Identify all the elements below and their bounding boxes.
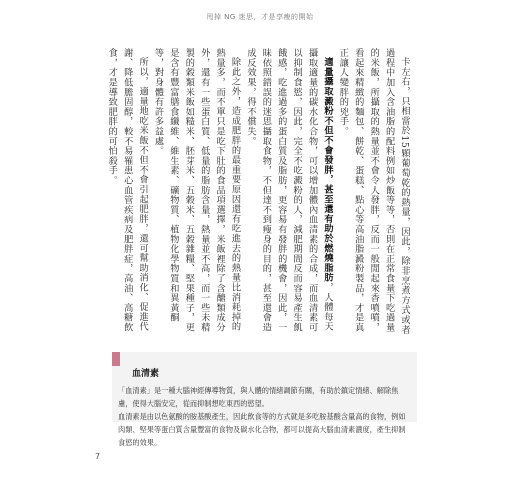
body-paragraph-2: 適量攝取澱粉不但不會發胖，甚至還有助於燃燒脂肪，人體每天攝取適量的碳水化合物，可以增加體內血清素的合成，而血清素可以抑制食慾，因此，完全不吃澱粉的人，減肥期間反而容易產生飢餓感，吃進過多的蛋白質及脂肪，更容易有發胖的機會，因此，一昧依照錯誤的迷思攝取食物，不但達不到瘦身的目的，甚至還會造成反效果，得不償失。	[244, 48, 333, 333]
body-paragraph-1: 卡左右，只相當於15顆葡萄乾的熱量，因此，除非烹煮方式或者過程中加入含油脂的配料例如炒飯等等，否則在正常食量下吃過量的米飯，所攝取的熱量並不會令人發胖，反而一般閒起來香噴噴，看起來精緻的麵包、餅乾、蛋糕、點心等高油脂澱粉製品，才是真正讓人變胖的兇手。	[337, 48, 410, 335]
running-header: 甩掉 NG 迷思，才是享瘦的開始	[206, 13, 314, 21]
body-paragraph-3: 除此之外，造成肥胖的最重要原因還有吃進去的熱量比消耗掉的熱量多，而不單只是吃下肚的食品項選擇，米飯裡除了含醣類成分外，還有一些蛋白質、低量的脂肪含量，熱量並不高，而一些未精製的穀類米飯如糙米、胚芽米、五穀米、五穀雜糧、堅果種子，更是含有豐富膳食纖維、維生素、礦物質、植物化學物質和異黃酮等，對身體有許多益處。	[152, 48, 241, 333]
page-number: 7	[95, 452, 101, 461]
body-paragraph-4: 所以，適量地吃米飯不但不會引起肥胖，還可幫助消化、促進代謝、降低膽固醇，較不易罹患心血管疾病及肥胖症，高油、高糖飲食，才是導致肥胖的可怕殺手。	[106, 48, 149, 333]
vertical-body-text	[106, 48, 412, 340]
sidebar-text	[118, 384, 408, 449]
sidebar-title: 血清素	[132, 369, 160, 379]
sidebar-accent-tab	[112, 352, 120, 366]
sidebar-paragraph-1: 「血清素」是一種大腦神經傳導物質，與人體的情緒調節有關，有助於鎮定情緒、解除焦慮，使得大腦安定，從而抑制想吃東西的慾望。	[118, 386, 399, 408]
emphasis-text: 適量攝取澱粉不但不會發胖，甚至還有助於燃燒脂肪	[321, 57, 333, 283]
sidebar-paragraph-2: 血清素是由以色氨酸的胺基酸產生，因此飲食等的方式就是多吃胺基酸含量高的食物，例如肉類、堅果等蛋白質含量豐富的食物及碳水化合物，都可以提高大腦血清素濃度，產生抑制食慾的效果。	[118, 412, 406, 447]
